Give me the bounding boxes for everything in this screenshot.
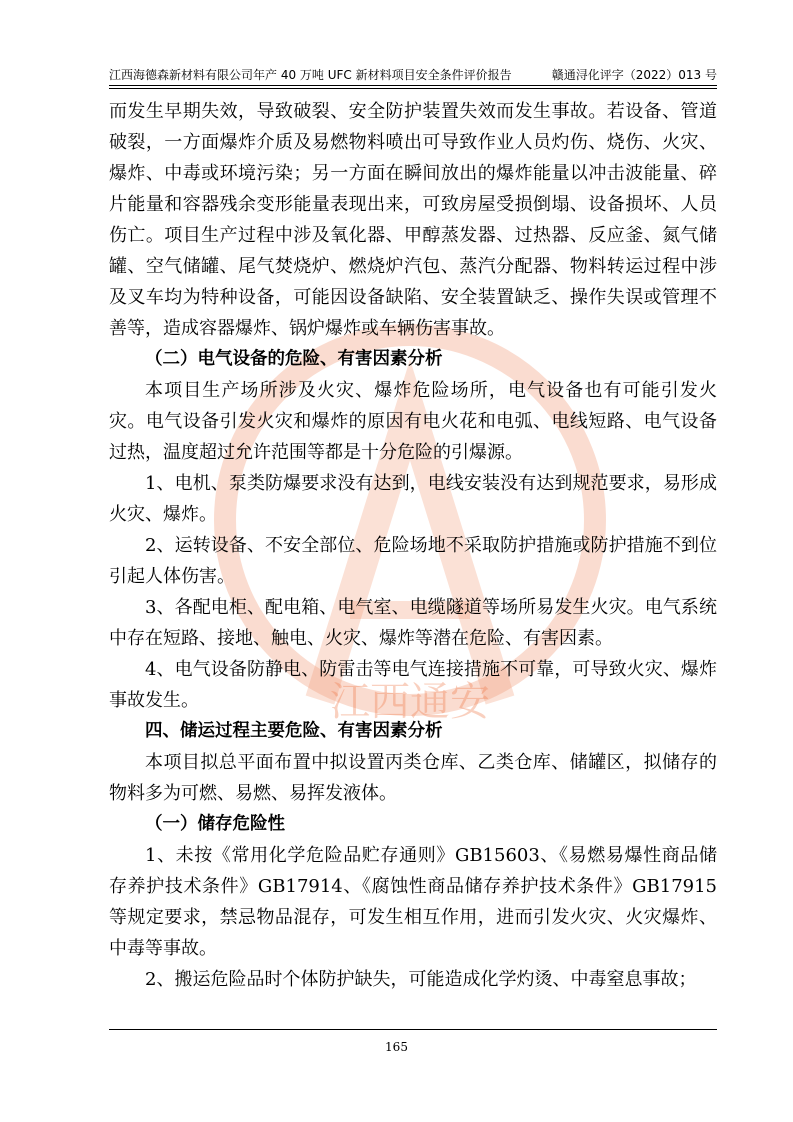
body-paragraph: 2、运转设备、不安全部位、危险场地不采取防护措施或防护措施不到位引起人体伤害。: [109, 535, 717, 587]
footer-rule: [109, 1029, 717, 1030]
body-paragraph: 4、电气设备防静电、防雷击等电气连接措施不可靠，可导致火灾、爆炸事故发生。: [109, 659, 717, 711]
header-report-number: 赣通浔化评字（2022）013 号: [551, 68, 717, 82]
section-heading: （二）电气设备的危险、有害因素分析: [145, 349, 443, 369]
body-paragraph: 本项目拟总平面布置中拟设置丙类仓库、乙类仓库、储罐区，拟储存的物料多为可燃、易燃、易挥发液体。: [109, 752, 717, 804]
header-rule-secondary: [109, 88, 717, 89]
header-report-title: 江西海德森新材料有限公司年产 40 万吨 UFC 新材料项目安全条件评价报告: [109, 68, 512, 82]
page-number: 165: [385, 1040, 408, 1054]
body-paragraph: 1、未按《常用化学危险品贮存通则》GB15603、《易燃易爆性商品储存养护技术条件》GB17914、《腐蚀性商品储存养护技术条件》GB17915 等规定要求，禁忌物品混存，可发生相互作用，进而引发火灾、火灾爆炸、中毒等事故。: [109, 845, 717, 959]
section-heading: 四、储运过程主要危险、有害因素分析: [145, 721, 443, 741]
section-heading: （一）储存危险性: [145, 814, 285, 834]
header-rule: [109, 85, 717, 86]
body-paragraph: 2、搬运危险品时个体防护缺失，可能造成化学灼烫、中毒窒息事故；: [145, 969, 697, 990]
watermark-text: 江西通安: [330, 679, 490, 725]
body-paragraph: 本项目生产场所涉及火灾、爆炸危险场所，电气设备也有可能引发火灾。电气设备引发火灾和爆炸的原因有电火花和电弧、电线短路、电气设备过热，温度超过允许范围等都是十分危险的引爆源。: [109, 380, 717, 463]
body-paragraph: 3、各配电柜、配电箱、电气室、电缆隧道等场所易发生火灾。电气系统中存在短路、接地、触电、火灾、爆炸等潜在危险、有害因素。: [109, 597, 717, 649]
document-body: [109, 96, 717, 995]
body-paragraph: 而发生早期失效，导致破裂、安全防护装置失效而发生事故。若设备、管道破裂，一方面爆炸介质及易燃物料喷出可导致作业人员灼伤、烧伤、火灾、爆炸、中毒或环境污染；另一方面在瞬间放出的爆炸能量以冲击波能量、碎片能量和容器残余变形能量表现出来，可致房屋受损倒塌、设备损坏、人员伤亡。项目生产过程中涉及氧化器、甲醇蒸发器、过热器、反应釜、氮气储罐、空气储罐、尾气焚烧炉、燃烧炉汽包、蒸汽分配器、物料转运过程中涉及叉车均为特种设备，可能因设备缺陷、安全装置缺乏、操作失误或管理不善等，造成容器爆炸、锅炉爆炸或车辆伤害事故。: [109, 101, 717, 339]
body-paragraph: 1、电机、泵类防爆要求没有达到，电线安装没有达到规范要求，易形成火灾、爆炸。: [109, 473, 717, 525]
